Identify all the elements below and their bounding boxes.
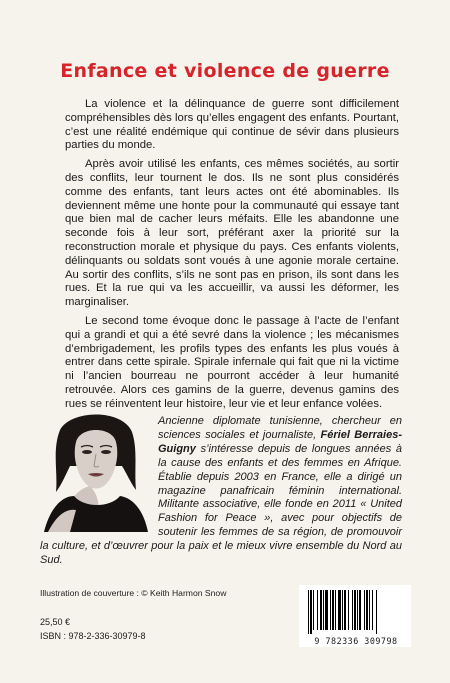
barcode-bar bbox=[320, 590, 322, 630]
author-name: Fériel Berraies-Guigny bbox=[158, 428, 402, 455]
barcode-bar bbox=[332, 590, 334, 630]
barcode-bar bbox=[335, 590, 336, 630]
barcode-bar bbox=[354, 590, 356, 630]
barcode-bar bbox=[369, 590, 370, 630]
barcode-digits: 9 782336 309798 bbox=[314, 636, 398, 646]
synopsis bbox=[65, 98, 399, 417]
author-bio bbox=[40, 415, 402, 568]
barcode-bar bbox=[313, 590, 314, 630]
bio-intro: Ancienne diplomate tunisienne, chercheur en sciences sociales et journaliste, bbox=[158, 415, 402, 441]
barcode-bar bbox=[376, 590, 377, 634]
barcode-bar bbox=[323, 590, 324, 630]
barcode-bar bbox=[348, 590, 349, 630]
barcode-bar bbox=[330, 590, 331, 630]
book-title: Enfance et violence de guerre bbox=[60, 60, 390, 82]
barcode-bar bbox=[366, 590, 368, 630]
barcode-bar bbox=[359, 590, 361, 630]
barcode-bar bbox=[325, 590, 328, 630]
barcode-bar bbox=[344, 590, 346, 630]
barcode-bar bbox=[352, 590, 353, 630]
bio-body: s’intéresse depuis de longues années à la cause des enfants et des femmes en Afrique. Établie depuis 2003 en France, elle a dirigé un magazine panafricain féminin international. Militante associative, elle fonde en 2011 « United Fashion for Peace », avec pour objectifs de soutenir les femmes de sa région, de promouvoir la culture, et d’œuvrer pour la paix et le mieux vivre ensemble du Nord au Sud. bbox=[40, 442, 403, 567]
barcode-bar bbox=[364, 590, 365, 630]
synopsis-paragraph-1: La violence et la délinquance de guerre sont difficilement compréhensibles dès lors qu’elles engagent des enfants. Pourtant, c’est une réalité endémique qui continue de sévir dans plusieurs parties du monde. bbox=[65, 98, 399, 152]
barcode-bar bbox=[317, 590, 318, 630]
barcode-bar bbox=[372, 590, 373, 630]
barcode-bar bbox=[342, 590, 343, 630]
barcode-bar bbox=[357, 590, 358, 630]
barcode-bar bbox=[310, 590, 312, 634]
barcode-bar bbox=[338, 590, 341, 630]
cover-credit: Illustration de couverture : © Keith Harmon Snow bbox=[40, 588, 227, 598]
barcode-bar bbox=[308, 590, 309, 634]
synopsis-paragraph-3: Le second tome évoque donc le passage à l’acte de l’enfant qui a grandi et qui a été sevré dans la violence ; les mécanismes d’embrigadement, les profils types des enfants les plus voués à entrer dans cette spirale. Spirale infernale qui fait que ni la victime ni l’ancien bourreau ne pourront accéder à leur humanité retrouvée. Alors ces gamins de la guerre, devenus gamins des rues se réinventent leur histoire, leur vie et leur enfance volées. bbox=[65, 314, 399, 410]
isbn: ISBN : 978-2-336-30979-8 bbox=[40, 631, 146, 641]
synopsis-paragraph-2: Après avoir utilisé les enfants, ces mêmes sociétés, au sortir des conflits, leur tournent le dos. Ils ne sont plus considérés comme des enfants, tant leurs actes ont été abominables. Ils deviennent même une honte pour la communauté qui essaye tant que bien mal de cacher leurs méfaits. Elle les abandonne une seconde fois à leur sort, préférant axer la priorité sur la reconstruction morale et physique du pays. Ces enfants violents, délinquants ou soldats sont voués à une agonie morale certaine. Au sortir des conflits, s’ils ne sont pas en prison, ils sont dans les rues. Et la rue qui va les accueillir, va aussi les déformer, les marginaliser. bbox=[65, 158, 399, 309]
price: 25,50 € bbox=[40, 617, 71, 627]
barcode bbox=[306, 590, 406, 634]
